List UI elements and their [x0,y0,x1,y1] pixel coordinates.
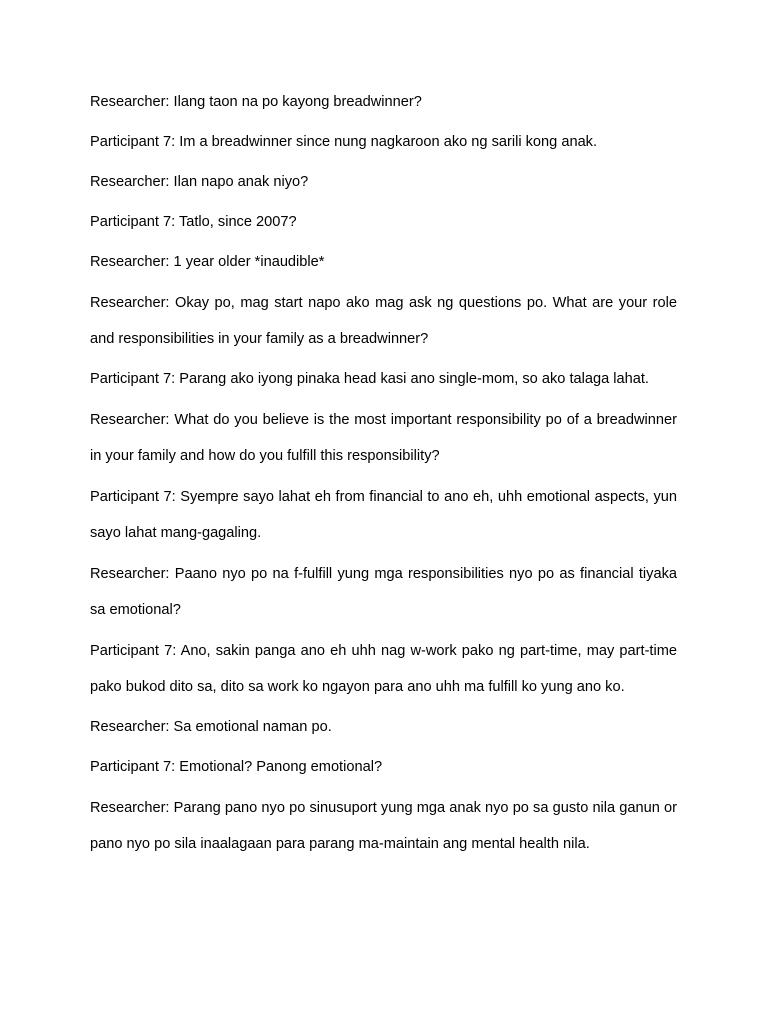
transcript-line: Researcher: Parang pano nyo po sinusuport yung mga anak nyo po sa gusto nila ganun or pano nyo po sila inaalagaan para parang ma-maintain ang mental health nila. [90,800,677,852]
transcript-line: Researcher: What do you believe is the most important responsibility po of a breadwinner in your family and how do you fulfill this responsibility? [90,412,677,464]
transcript-line: Researcher: Sa emotional naman po. [90,719,332,735]
transcript-line: Researcher: 1 year older *inaudible* [90,254,325,270]
transcript-line: Researcher: Okay po, mag start napo ako mag ask ng questions po. What are your role and responsibilities in your family as a breadwinner? [90,295,677,347]
transcript-line: Researcher: Paano nyo po na f-fulfill yung mga responsibilities nyo po as financial tiyaka sa emotional? [90,566,677,618]
transcript-line: Researcher: Ilan napo anak niyo? [90,174,309,190]
transcript-body [90,92,677,874]
transcript-line: Participant 7: Ano, sakin panga ano eh uhh nag w-work pako ng part-time, may part-time pako bukod dito sa, dito sa work ko ngayon para ano uhh ma fulfill ko yung ano ko. [90,643,677,695]
transcript-line: Participant 7: Im a breadwinner since nung nagkaroon ako ng sarili kong anak. [90,134,598,150]
transcript-line: Researcher: Ilang taon na po kayong breadwinner? [90,94,422,110]
transcript-line: Participant 7: Syempre sayo lahat eh from financial to ano eh, uhh emotional aspects, yun sayo lahat mang-gagaling. [90,489,677,541]
transcript-line: Participant 7: Parang ako iyong pinaka head kasi ano single-mom, so ako talaga lahat. [90,371,649,387]
transcript-line: Participant 7: Tatlo, since 2007? [90,214,297,230]
transcript-line: Participant 7: Emotional? Panong emotional? [90,759,383,775]
